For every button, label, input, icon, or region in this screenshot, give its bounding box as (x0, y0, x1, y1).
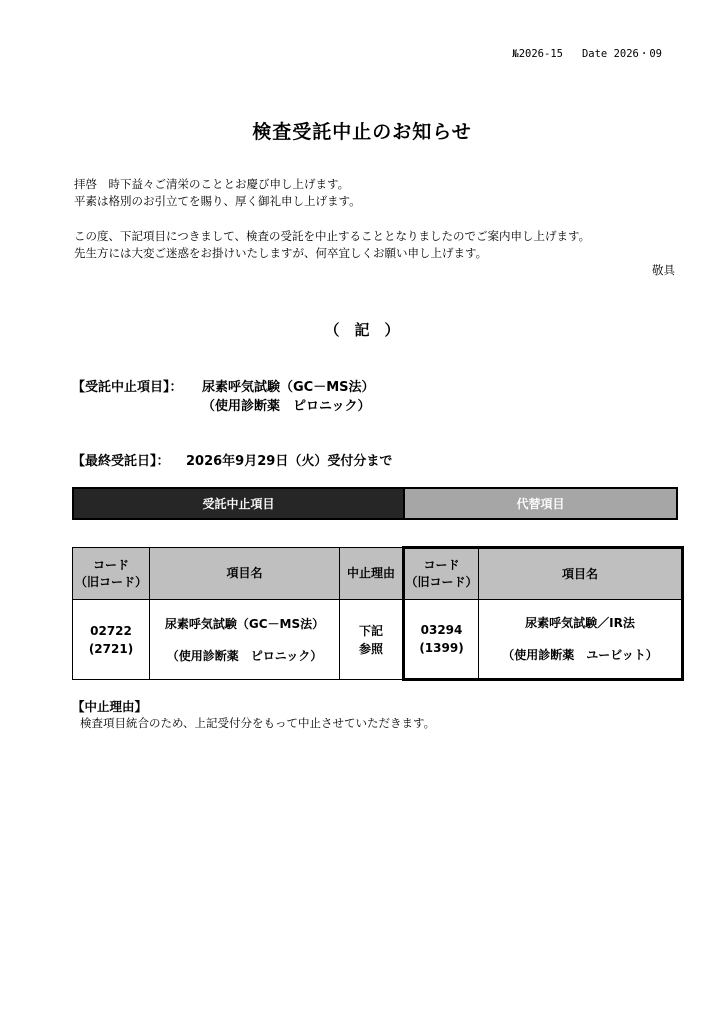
cell-reason: 下記 参照 (340, 600, 404, 680)
body-line: 先生方には大変ご迷惑をお掛けいたしますが、何卒宜しくお願い申し上げます。 (74, 246, 488, 260)
discontinued-item-name: 尿素呼気試験（GC－MS法） (202, 380, 375, 395)
last-date-value: 2026年9月29日（火）受付分まで (186, 454, 393, 469)
header-code: コード （旧コード） (73, 548, 150, 600)
discontinued-item-reagent: （使用診断薬 ピロニック） (202, 399, 371, 414)
page-title: 検査受託中止のお知らせ (252, 121, 472, 143)
banner-discontinued: 受託中止項目 (74, 489, 405, 518)
cell-alt-name: 尿素呼気試験／IR法 （使用診断薬 ユービット） (479, 600, 683, 680)
greeting-line: 拝啓 時下益々ご清栄のこととお慶び申し上げます。 (74, 177, 350, 191)
discontinued-item-label: 【受託中止項目】： (72, 380, 183, 395)
greeting-line: 平素は格別のお引立てを賜り、厚く御礼申し上げます。 (74, 194, 361, 208)
body-line: この度、下記項目につきまして、検査の受託を中止することとなりましたのでご案内申し上げます。 (74, 229, 591, 243)
header-name: 項目名 (150, 548, 340, 600)
item-table (72, 546, 684, 681)
reason-label: 【中止理由】 (72, 699, 148, 714)
ki-heading: （ 記 ） (324, 321, 400, 339)
cell-alt-code: 03294 (1399) (404, 600, 479, 680)
document-number (512, 46, 662, 61)
cell-name: 尿素呼気試験（GC－MS法） （使用診断薬 ピロニック） (150, 600, 340, 680)
header-alt-name: 項目名 (479, 548, 683, 600)
last-date-label: 【最終受託日】： (72, 454, 170, 469)
date-label: Date (581, 48, 608, 60)
doc-date: 2026・09 (613, 48, 662, 60)
closing: 敬具 (652, 263, 675, 277)
table-row (73, 600, 683, 680)
greeting (74, 176, 361, 210)
table-banner (72, 487, 678, 520)
header-alt-code: コード （旧コード） (404, 548, 479, 600)
cell-code: 02722 (2721) (73, 600, 150, 680)
header-reason: 中止理由 (340, 548, 404, 600)
banner-alternative: 代替項目 (405, 489, 676, 518)
notice-body (74, 228, 590, 262)
doc-no: №2026-15 (512, 48, 563, 60)
reason-text: 検査項目統合のため、上記受付分をもって中止させていただきます。 (80, 716, 436, 730)
